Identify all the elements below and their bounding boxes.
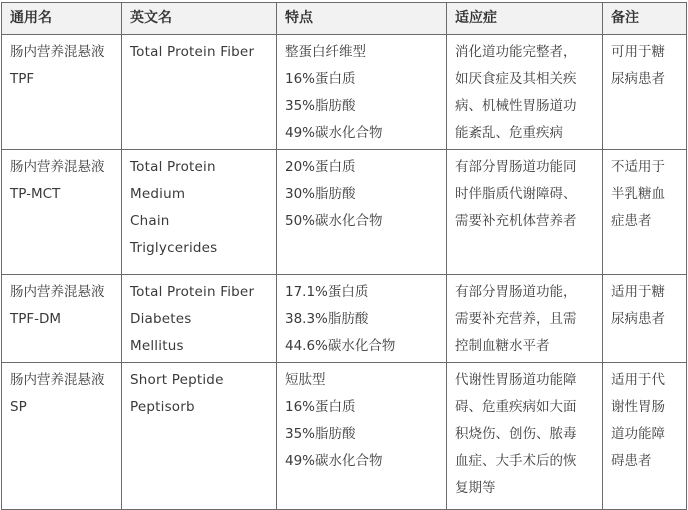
cell-line: Medium: [130, 186, 186, 202]
cell-line: 17.1%蛋白质: [285, 284, 369, 300]
header-row: [2, 3, 687, 35]
cell-line: TPF: [10, 71, 35, 87]
cell-line: 16%蛋白质: [285, 399, 356, 415]
cell-english-name: [122, 363, 277, 510]
cell-features: [277, 35, 447, 150]
cell-generic-name: [2, 363, 122, 510]
cell-line: 可用于糖: [611, 44, 665, 60]
cell-line: TPF-DM: [10, 311, 62, 327]
cell-english-name: [122, 150, 277, 275]
cell-line: Chain: [130, 213, 170, 229]
header-generic-name: 通用名: [2, 3, 122, 35]
cell-line: 消化道功能完整者，: [455, 44, 577, 60]
cell-line: 复期等: [455, 480, 496, 496]
cell-line: Short Peptide: [130, 372, 224, 388]
cell-line: 整蛋白纤维型: [285, 44, 366, 60]
cell-line: 需要补充营养，且需: [455, 311, 577, 327]
table-row: [2, 35, 687, 150]
table-row: [2, 150, 687, 275]
cell-line: 49%碳水化合物: [285, 125, 383, 141]
cell-line: 肠内营养混悬液: [10, 159, 105, 175]
cell-line: 35%脂肪酸: [285, 426, 356, 442]
cell-line: 肠内营养混悬液: [10, 44, 105, 60]
cell-line: Total Protein Fiber: [130, 44, 255, 60]
cell-line: 适用于代: [611, 372, 665, 388]
cell-line: 有部分胃肠道功能同: [455, 159, 577, 175]
cell-line: 30%脂肪酸: [285, 186, 356, 202]
cell-indication: [447, 150, 603, 275]
cell-line: 50%碳水化合物: [285, 213, 383, 229]
cell-line: Total Protein: [130, 159, 216, 175]
cell-line: 需要补充机体营养者: [455, 213, 577, 229]
cell-line: Total Protein Fiber: [130, 284, 255, 300]
cell-line: 半乳糖血: [611, 186, 665, 202]
cell-line: 症患者: [611, 213, 652, 229]
cell-generic-name: [2, 275, 122, 363]
cell-line: 道功能障: [611, 426, 665, 442]
cell-line: 控制血糖水平者: [455, 338, 550, 354]
cell-line: 积烧伤、创伤、脓毒: [455, 426, 577, 442]
cell-line: Peptisorb: [130, 399, 195, 415]
cell-line: 38.3%脂肪酸: [285, 311, 369, 327]
table-row: [2, 275, 687, 363]
cell-line: 35%脂肪酸: [285, 98, 356, 114]
cell-line: 适用于糖: [611, 284, 665, 300]
cell-line: 肠内营养混悬液: [10, 372, 105, 388]
cell-line: SP: [10, 399, 27, 415]
cell-line: 尿病患者: [611, 311, 665, 327]
cell-line: 有部分胃肠道功能，: [455, 284, 577, 300]
cell-english-name: [122, 275, 277, 363]
cell-line: 尿病患者: [611, 71, 665, 87]
cell-features: [277, 363, 447, 510]
cell-line: 不适用于: [611, 159, 665, 175]
cell-line: 谢性胃肠: [611, 399, 665, 415]
cell-remark: [603, 363, 687, 510]
cell-indication: [447, 35, 603, 150]
cell-line: 能紊乱、危重疾病: [455, 125, 563, 141]
table-row: [2, 363, 687, 510]
header-remark: 备注: [603, 3, 687, 35]
header-english-name: 英文名: [122, 3, 277, 35]
cell-remark: [603, 150, 687, 275]
cell-remark: [603, 275, 687, 363]
cell-generic-name: [2, 150, 122, 275]
cell-features: [277, 150, 447, 275]
cell-line: 碍患者: [611, 453, 652, 469]
cell-indication: [447, 275, 603, 363]
cell-line: 44.6%碳水化合物: [285, 338, 396, 354]
cell-generic-name: [2, 35, 122, 150]
cell-line: 短肽型: [285, 372, 326, 388]
header-features: 特点: [277, 3, 447, 35]
cell-line: 20%蛋白质: [285, 159, 356, 175]
cell-line: Triglycerides: [130, 240, 218, 256]
cell-line: 碍、危重疾病如大面: [455, 399, 577, 415]
cell-remark: [603, 35, 687, 150]
cell-line: 肠内营养混悬液: [10, 284, 105, 300]
cell-features: [277, 275, 447, 363]
cell-line: 病、机械性胃肠道功: [455, 98, 577, 114]
cell-line: TP-MCT: [10, 186, 61, 202]
cell-indication: [447, 363, 603, 510]
cell-line: 如厌食症及其相关疾: [455, 71, 577, 87]
cell-line: 血症、大手术后的恢: [455, 453, 577, 469]
cell-line: 49%碳水化合物: [285, 453, 383, 469]
cell-line: Diabetes: [130, 311, 192, 327]
cell-english-name: [122, 35, 277, 150]
cell-line: 时伴脂质代谢障碍、: [455, 186, 577, 202]
cell-line: Mellitus: [130, 338, 184, 354]
cell-line: 代谢性胃肠道功能障: [455, 372, 577, 388]
header-indication: 适应症: [447, 3, 603, 35]
cell-line: 16%蛋白质: [285, 71, 356, 87]
nutrition-table: [1, 2, 687, 510]
